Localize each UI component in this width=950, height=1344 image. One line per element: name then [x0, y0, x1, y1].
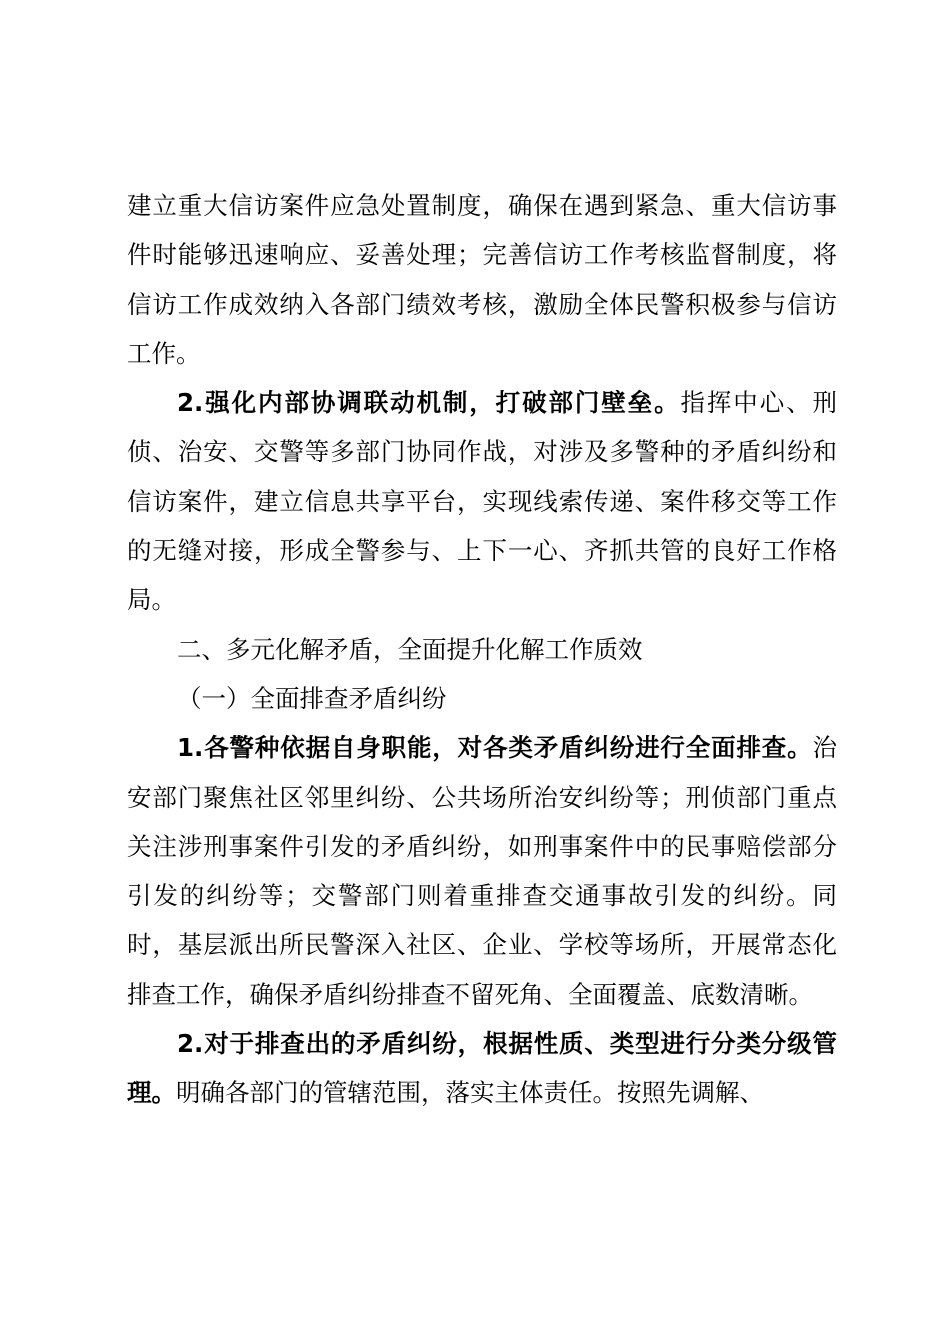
paragraph-text: 治安部门聚焦社区邻里纠纷、公共场所治安纠纷等；刑侦部门重点关注涉刑事案件引发的矛盾纠纷，如刑事案件中的民事赔偿部分引发的纠纷等；交警部门则着重排查交通事故引发的纠纷。同时，基层派出所民警深入社区、企业、学校等场所，开展常态化排查工作，确保矛盾纠纷排查不留死角、全面覆盖、底数清晰。 — [127, 733, 837, 1009]
document-page — [127, 181, 837, 1118]
paragraph-internal-coordination — [127, 378, 837, 624]
paragraph-comprehensive-screening — [127, 723, 837, 1019]
section-heading-text: 二、多元化解矛盾，全面提升化解工作质效 — [177, 634, 643, 664]
paragraph-heading: 2.强化内部协调联动机制，打破部门壁垒。 — [177, 388, 681, 418]
paragraph-classified-management — [127, 1019, 837, 1118]
subsection-heading-text: （一）全面排查矛盾纠纷 — [177, 683, 447, 713]
paragraph-heading: 1.各警种依据自身职能，对各类矛盾纠纷进行全面排查。 — [177, 733, 813, 763]
paragraph-text: 指挥中心、刑侦、治安、交警等多部门协同作战，对涉及多警种的矛盾纠纷和信访案件，建立信息共享平台，实现线索传递、案件移交等工作的无缝对接，形成全警参与、上下一心、齐抓共管的良好工作格局。 — [127, 388, 837, 615]
subsection-heading-one — [127, 674, 837, 723]
section-heading-two — [127, 625, 837, 674]
paragraph-heading: 2.对于排查出的矛盾纠纷，根据性质、类型进行分类分级管理。 — [127, 1029, 837, 1108]
paragraph-emergency-system — [127, 181, 837, 378]
paragraph-text: 明确各部门的管辖范围，落实主体责任。按照先调解、 — [176, 1078, 764, 1108]
paragraph-text: 建立重大信访案件应急处置制度，确保在遇到紧急、重大信访事件时能够迅速响应、妥善处理；完善信访工作考核监督制度，将信访工作成效纳入各部门绩效考核，激励全体民警积极参与信访工作。 — [127, 191, 837, 368]
